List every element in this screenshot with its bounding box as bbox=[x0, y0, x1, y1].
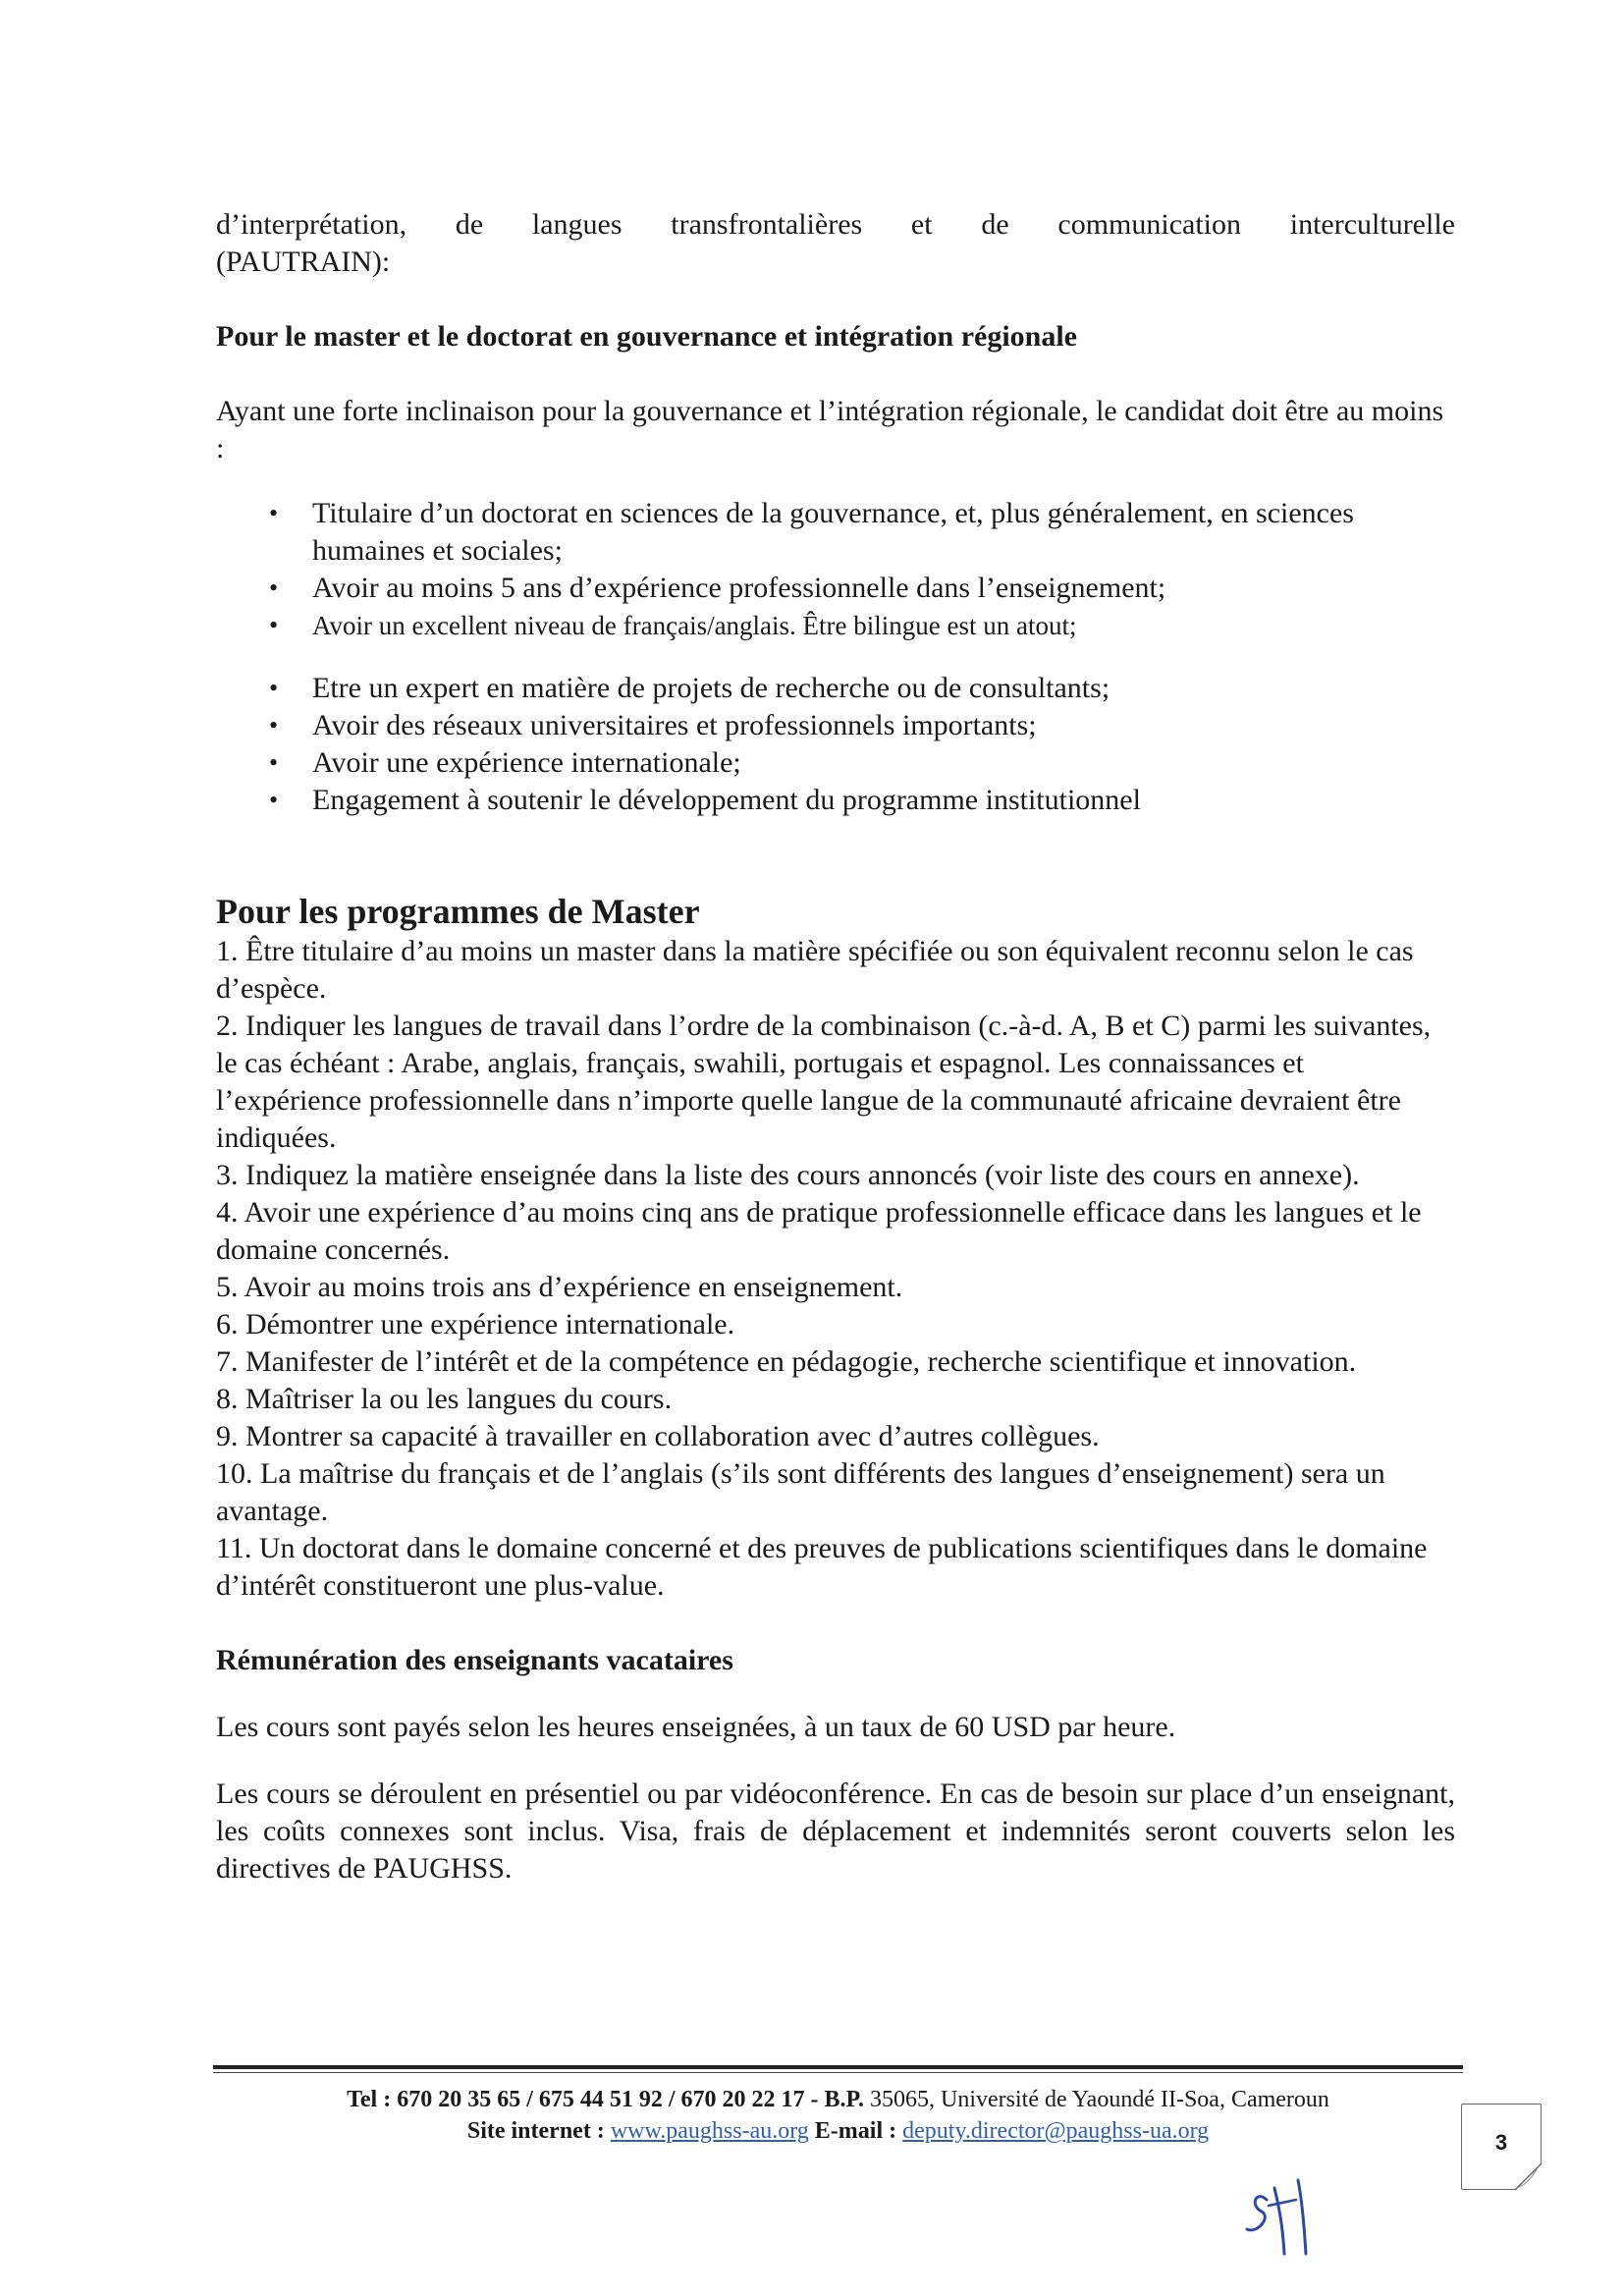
governance-bullets-b bbox=[216, 670, 1455, 819]
list-item: • Etre un expert en matière de projets de recherche ou de consultants; bbox=[312, 670, 1455, 707]
list-item: • Avoir une expérience internationale; bbox=[312, 744, 1455, 782]
page-curl-icon bbox=[1513, 2161, 1543, 2191]
list-item: 10. La maîtrise du français et de l’anglais (s’ils sont différents des langues d’enseignement) sera un avantage. bbox=[216, 1457, 1385, 1527]
footer bbox=[213, 2084, 1463, 2147]
list-item: 8. Maîtriser la ou les langues du cours. bbox=[216, 1383, 673, 1415]
governance-bullets-a bbox=[216, 495, 1455, 644]
remuneration-heading: Rémunération des enseignants vacataires bbox=[216, 1644, 733, 1676]
list-item: • Titulaire d’un doctorat en sciences de la gouvernance, et, plus généralement, en sciences humaines et sociales; bbox=[312, 495, 1455, 570]
document-body bbox=[216, 206, 1455, 1887]
page-number-box bbox=[1461, 2104, 1542, 2190]
list-item: • Avoir des réseaux universitaires et professionnels importants; bbox=[312, 707, 1455, 744]
list-item: • Avoir un excellent niveau de français/anglais. Être bilingue est un atout; bbox=[312, 607, 1455, 644]
footer-web-line bbox=[213, 2115, 1463, 2147]
governance-heading: Pour le master et le doctorat en gouvernance et intégration régionale bbox=[216, 320, 1078, 353]
master-list bbox=[216, 933, 1455, 1605]
list-item: 6. Démontrer une expérience internationale. bbox=[216, 1308, 735, 1340]
remuneration-paragraph-1: Les cours sont payés selon les heures enseignées, à un taux de 60 USD par heure. bbox=[216, 1711, 1176, 1743]
footer-address: 35065, Université de Yaoundé II-Soa, Cameroun bbox=[864, 2087, 1329, 2112]
intro-line-2: (PAUTRAIN): bbox=[216, 246, 391, 278]
page-number: 3 bbox=[1494, 2130, 1508, 2155]
website-link[interactable]: www.paughss-au.org bbox=[610, 2118, 809, 2144]
list-item: 11. Un doctorat dans le domaine concerné et des preuves de publications scientifiques dans le domaine d’intérêt constitueront une plus-value. bbox=[216, 1532, 1428, 1602]
list-item: • Avoir au moins 5 ans d’expérience professionnelle dans l’enseignement; bbox=[312, 570, 1455, 607]
footer-tel: Tel : 670 20 35 65 / 675 44 51 92 / 670 20 22 17 - B.P. bbox=[347, 2087, 864, 2112]
handwritten-initials bbox=[1227, 2160, 1365, 2269]
remuneration-paragraph-2: Les cours se déroulent en présentiel ou par vidéoconférence. En cas de besoin sur place d’un enseignant, les coûts connexes sont inclus. Visa, frais de déplacement et indemnités seront couverts selon les directives de PAUGHSS. bbox=[216, 1777, 1455, 1885]
list-item: 3. Indiquez la matière enseignée dans la liste des cours annoncés (voir liste des cours en annexe). bbox=[216, 1159, 1360, 1191]
list-item: 9. Montrer sa capacité à travailler en collaboration avec d’autres collègues. bbox=[216, 1420, 1100, 1452]
master-heading: Pour les programmes de Master bbox=[216, 892, 700, 931]
footer-divider bbox=[213, 2065, 1463, 2069]
footer-contact-line bbox=[213, 2084, 1463, 2115]
footer-divider-thin bbox=[213, 2072, 1463, 2073]
list-item: • Engagement à soutenir le développement du programme institutionnel bbox=[312, 782, 1455, 819]
email-link[interactable]: deputy.director@paughss-ua.org bbox=[902, 2118, 1210, 2144]
list-item: 2. Indiquer les langues de travail dans l’ordre de la combinaison (c.-à-d. A, B et C) parmi les suivantes, le cas échéant : Arabe, anglais, français, swahili, portugais et espagnol. Les connaissances et l’expérience professionnelle dans n’importe quelle langue de la communauté africaine devraient être indiquées. bbox=[216, 1010, 1432, 1154]
list-item: 5. Avoir au moins trois ans d’expérience en enseignement. bbox=[216, 1271, 903, 1303]
list-item: 1. Être titulaire d’au moins un master dans la matière spécifiée ou son équivalent reconnu selon le cas d’espèce. bbox=[216, 935, 1414, 1005]
list-item: 7. Manifester de l’intérêt et de la compétence en pédagogie, recherche scientifique et innovation. bbox=[216, 1345, 1357, 1378]
footer-email-label: E-mail : bbox=[808, 2118, 903, 2144]
governance-intro: Ayant une forte inclinaison pour la gouvernance et l’intégration régionale, le candidat doit être au moins : bbox=[216, 395, 1444, 465]
footer-site-label: Site internet : bbox=[466, 2118, 611, 2144]
intro-line-1: d’interprétation, de langues transfrontalières et de communication interculturelle bbox=[216, 208, 1455, 241]
list-item: 4. Avoir une expérience d’au moins cinq ans de pratique professionnelle efficace dans les langues et le domaine concernés. bbox=[216, 1196, 1422, 1266]
